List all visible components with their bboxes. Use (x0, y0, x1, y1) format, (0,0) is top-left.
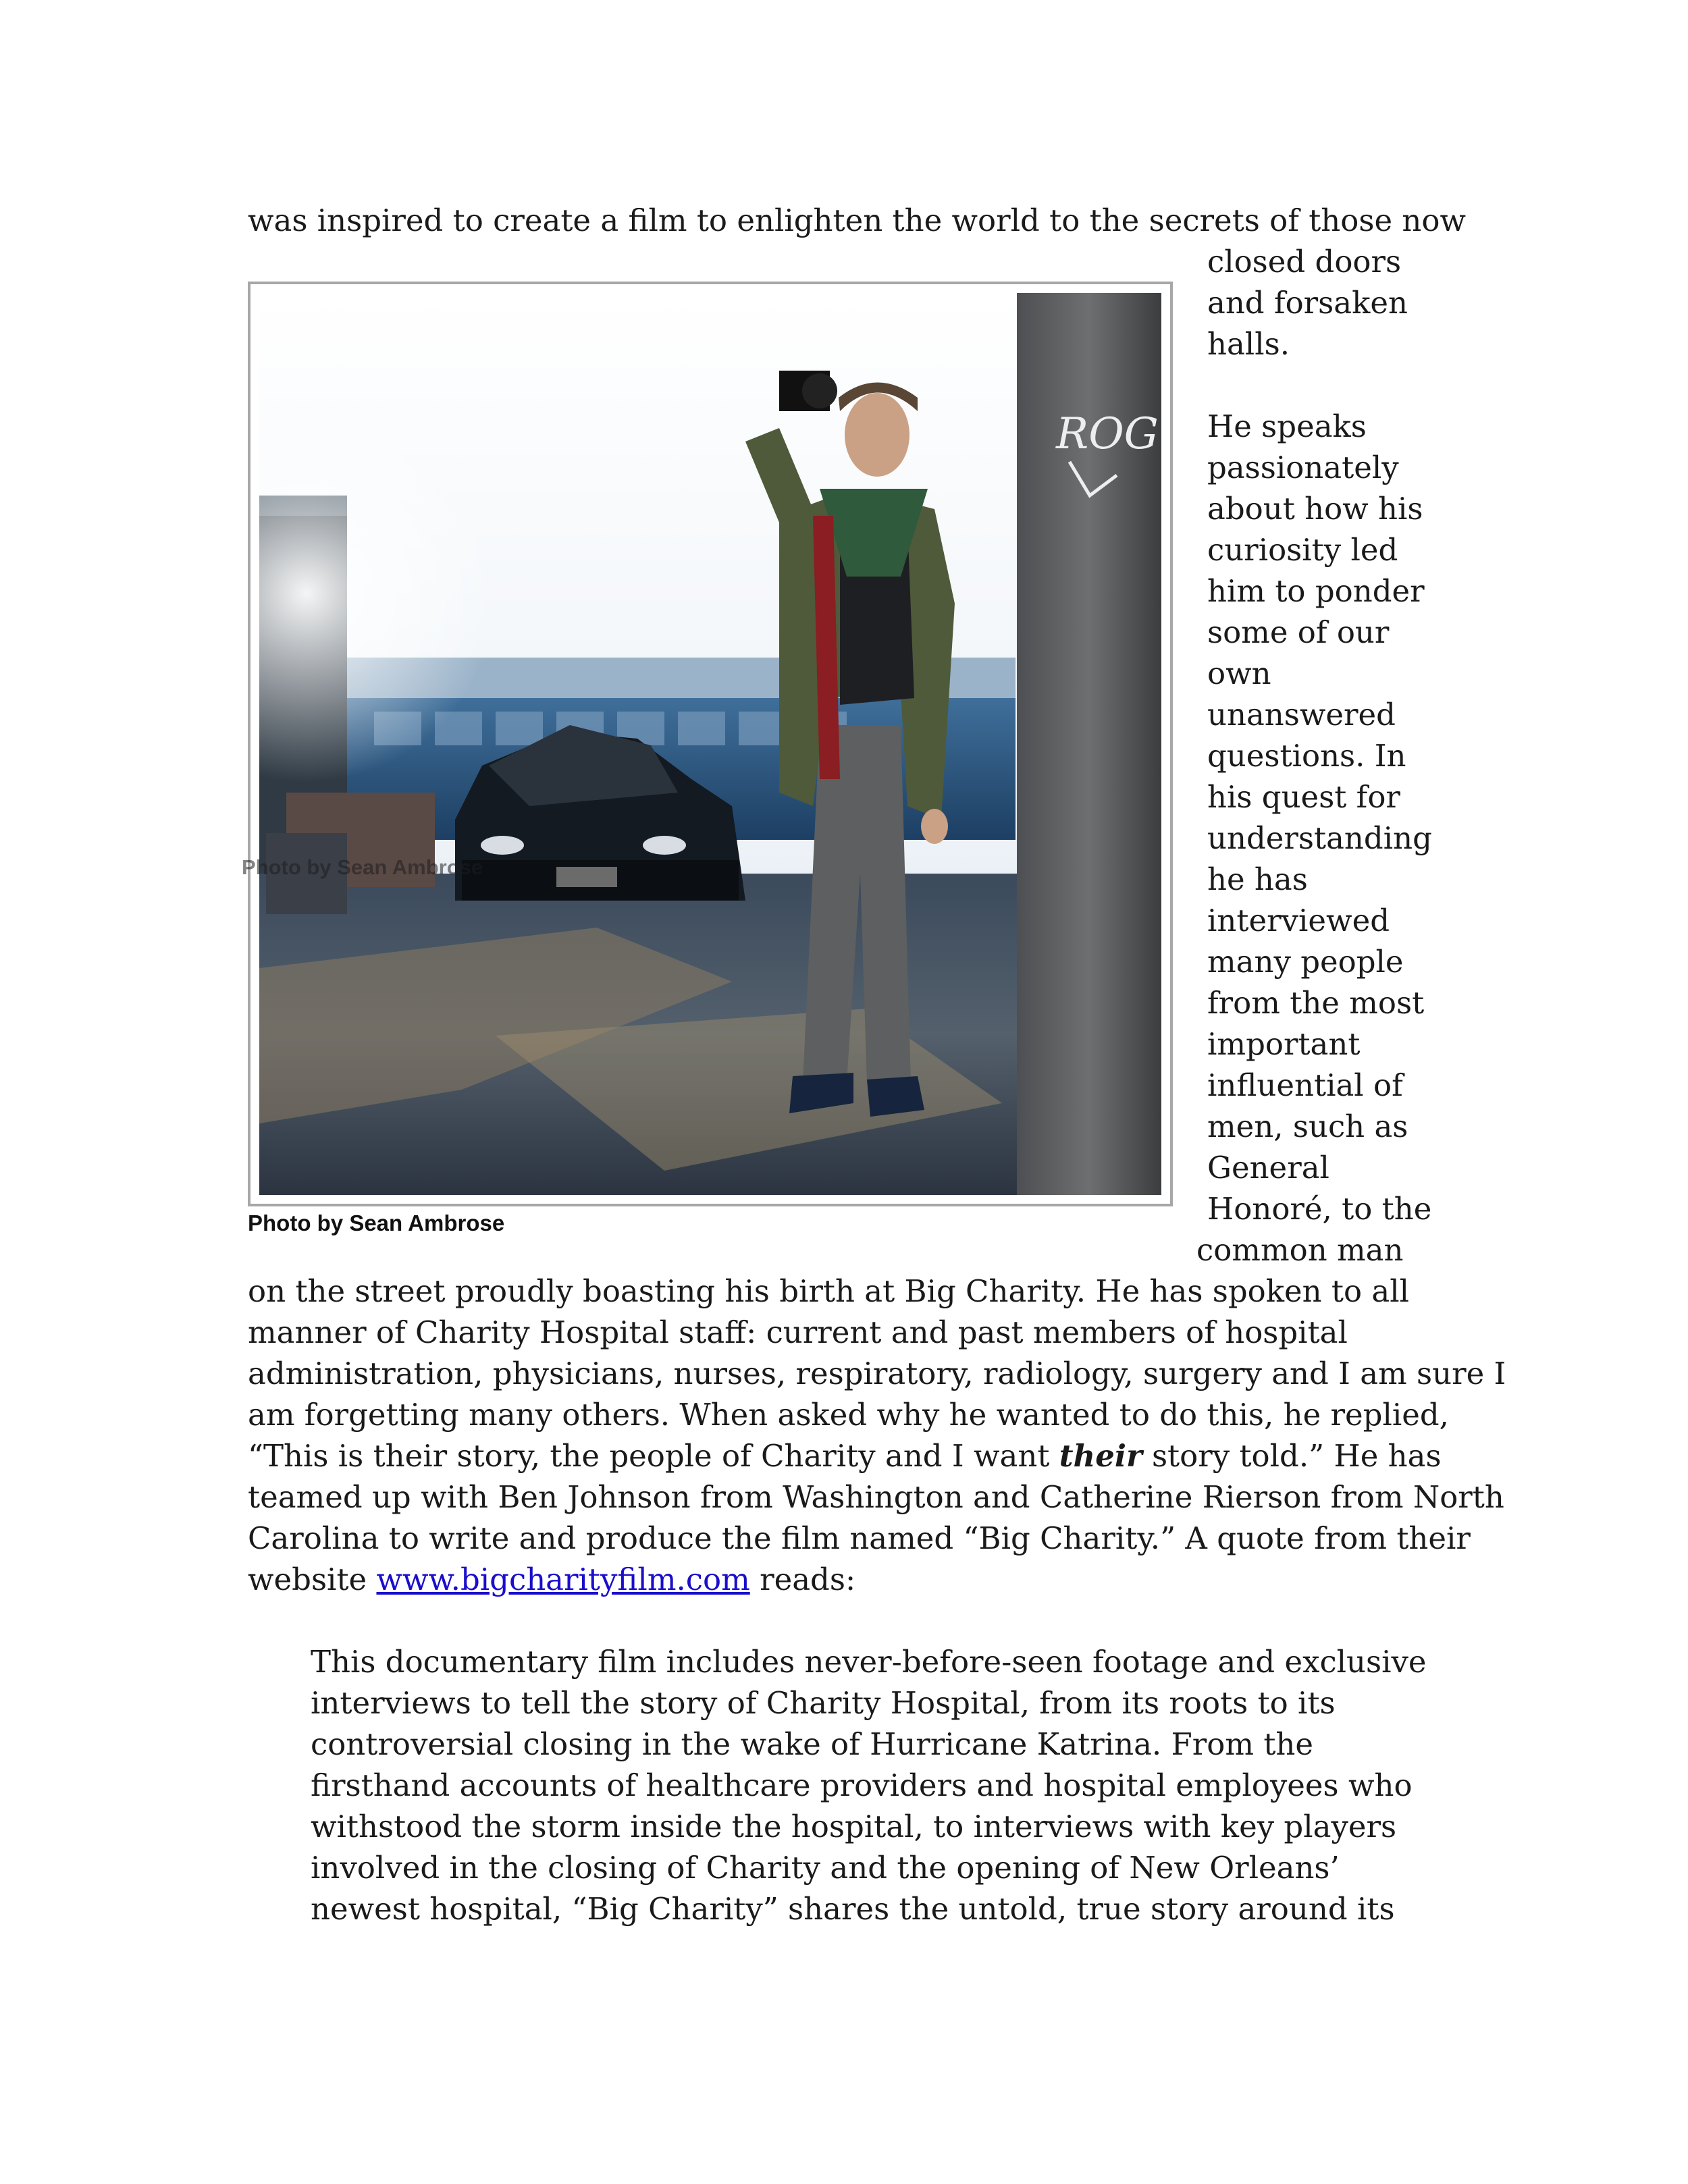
quote-line: firsthand accounts of healthcare providers and hospital employees who (311, 1767, 1413, 1803)
photo-caption-overlay: Photo by Sean Ambrose (242, 855, 483, 879)
body-line: about how his (1207, 491, 1423, 527)
body-line: his quest for (1207, 779, 1400, 815)
body-line: was inspired to create a film to enlighten the world to the secrets of those now (248, 203, 1466, 238)
photo-caption: Photo by Sean Ambrose (248, 1210, 505, 1235)
body-line: closed doors (1207, 244, 1402, 279)
body-line: understanding (1207, 820, 1432, 856)
body-line: influential of (1207, 1067, 1403, 1103)
portrait-photo (259, 293, 1161, 1195)
body-line: him to ponder (1207, 573, 1425, 609)
body-line: halls. (1207, 326, 1290, 362)
body-line: common man (1196, 1232, 1404, 1268)
body-line: Honoré, to the (1207, 1191, 1432, 1227)
website-link[interactable]: www.bigcharityfilm.com (376, 1562, 750, 1597)
body-line: teamed up with Ben Johnson from Washington and Catherine Rierson from North (248, 1479, 1504, 1515)
quote-line: interviews to tell the story of Charity Hospital, from its roots to its (311, 1685, 1336, 1721)
emphasis-text: their (1059, 1438, 1142, 1474)
body-line: passionately (1207, 450, 1399, 485)
body-line: on the street proudly boasting his birth at Big Charity. He has spoken to all (248, 1273, 1409, 1309)
quote-line: newest hospital, “Big Charity” shares the untold, true story around its (311, 1891, 1395, 1927)
photo-frame (248, 282, 1173, 1206)
body-line: he has (1207, 861, 1308, 897)
body-line: own (1207, 656, 1271, 691)
graffiti-text: ROG (1056, 409, 1159, 459)
body-line (248, 1435, 1442, 1476)
body-line: and forsaken (1207, 285, 1408, 321)
body-line: administration, physicians, nurses, respiratory, radiology, surgery and I am sure I (248, 1356, 1506, 1391)
body-line: curiosity led (1207, 532, 1398, 568)
body-line: am forgetting many others. When asked why he wanted to do this, he replied, (248, 1397, 1449, 1433)
quote-line: withstood the storm inside the hospital, to interviews with key players (311, 1809, 1397, 1844)
body-text: story told.” He has (1142, 1438, 1442, 1474)
body-line: from the most (1207, 985, 1425, 1021)
body-text: reads: (749, 1562, 856, 1597)
body-line: Carolina to write and produce the film named “Big Charity.” A quote from their (248, 1520, 1471, 1556)
body-line: unanswered (1207, 697, 1396, 733)
quote-line: controversial closing in the wake of Hurricane Katrina. From the (311, 1726, 1314, 1762)
quote-line: involved in the closing of Charity and the opening of New Orleans’ (311, 1850, 1340, 1886)
body-line: many people (1207, 944, 1404, 980)
body-line: important (1207, 1026, 1361, 1062)
body-line: General (1207, 1150, 1329, 1186)
body-text: “This is their story, the people of Charity and I want (248, 1438, 1059, 1474)
quote-line: This documentary film includes never-before-seen footage and exclusive (311, 1644, 1427, 1680)
body-line (248, 1559, 855, 1600)
body-text: website (248, 1562, 377, 1597)
body-line: men, such as (1207, 1109, 1408, 1144)
body-line: interviewed (1207, 903, 1390, 938)
body-line: questions. In (1207, 738, 1406, 774)
body-line: manner of Charity Hospital staff: current and past members of hospital (248, 1314, 1348, 1350)
body-line: He speaks (1207, 408, 1367, 444)
body-line: some of our (1207, 614, 1390, 650)
